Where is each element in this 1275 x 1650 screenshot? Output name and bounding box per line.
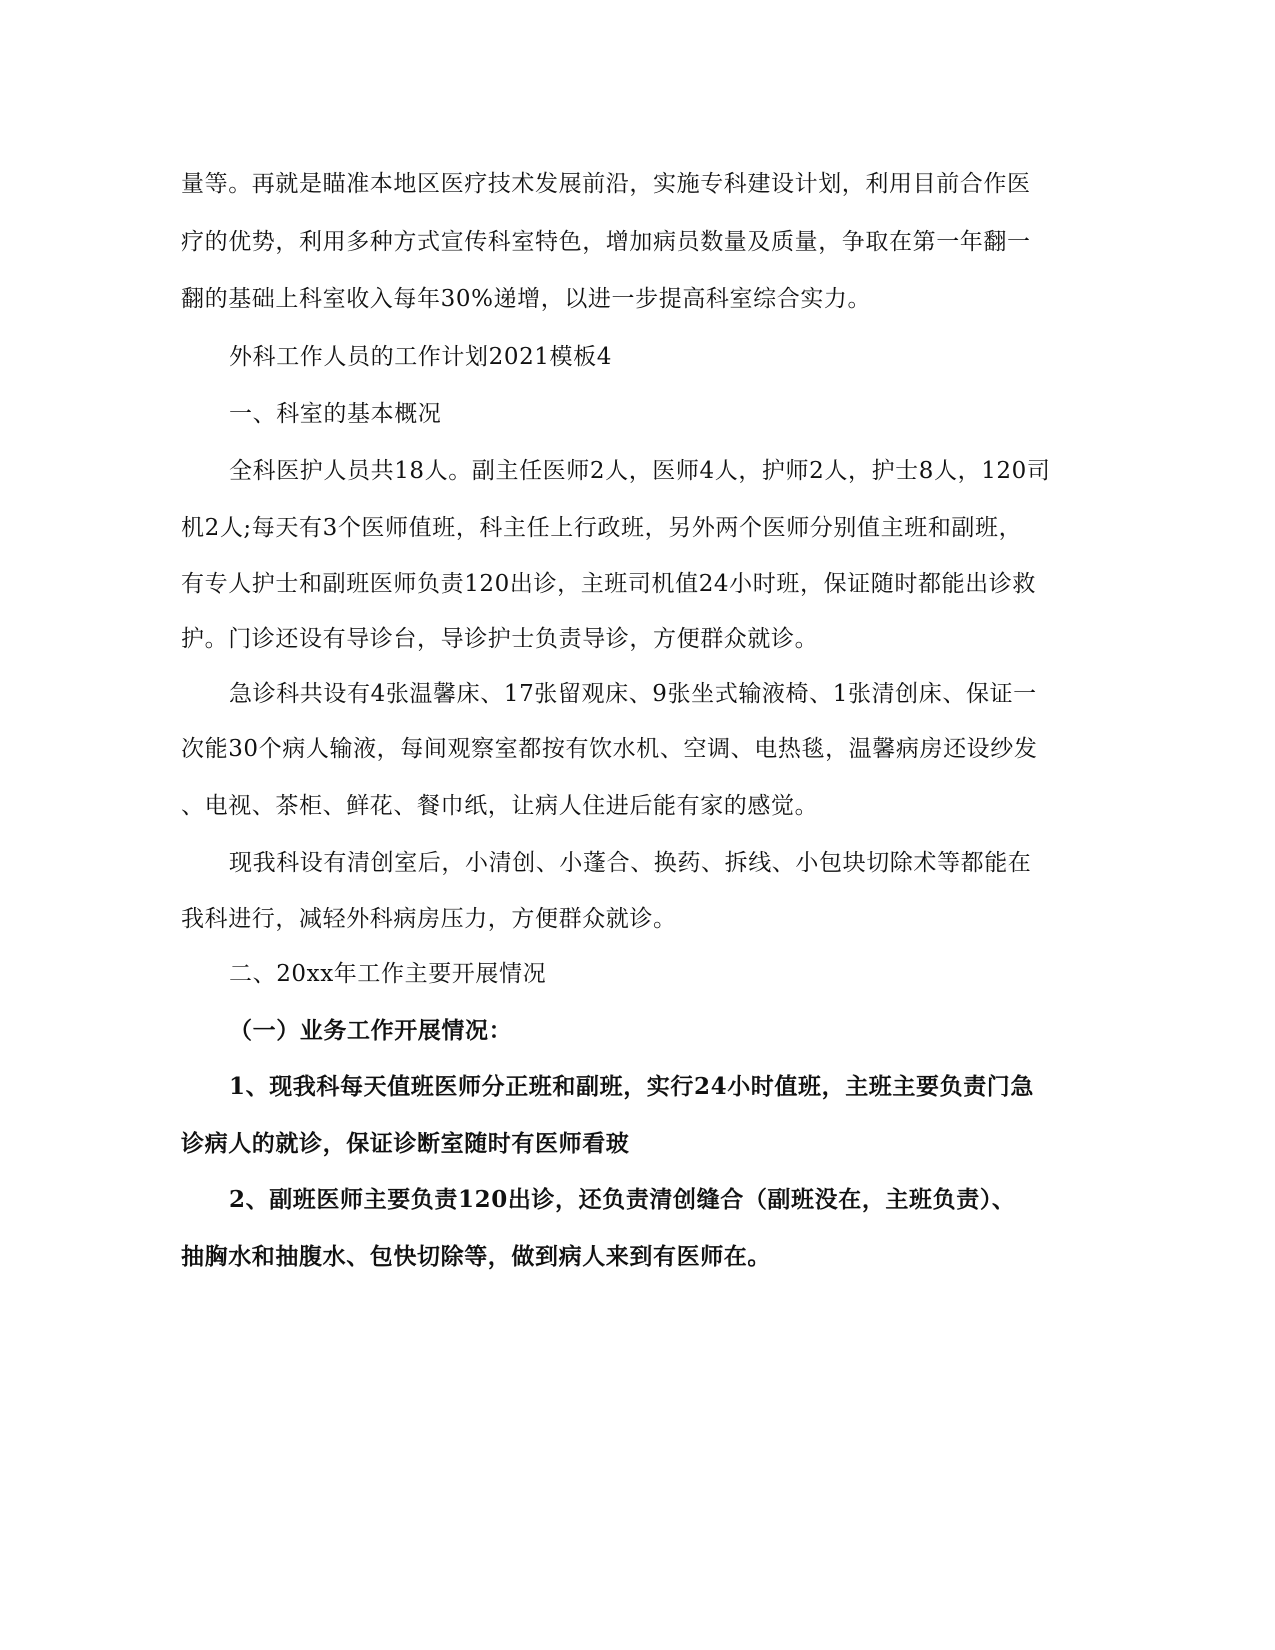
paragraph-line: 、电视、茶柜、鲜花、餐巾纸，让病人住进后能有家的感觉。 (181, 793, 819, 819)
paragraph-line: 翻的基础上科室收入每年30%递增，以进一步提高科室综合实力。 (181, 286, 872, 312)
paragraph-line: 疗的优势，利用多种方式宣传科室特色，增加病员数量及质量，争取在第一年翻一 (181, 229, 1031, 255)
paragraph-line: 全科医护人员共18人。副主任医师2人，医师4人，护师2人，护士8人，120司 (229, 458, 1051, 484)
paragraph-line: 机2人;每天有3个医师值班，科主任上行政班，另外两个医师分别值主班和副班， (181, 515, 1023, 541)
paragraph-line: 现我科设有清创室后，小清创、小蓬合、换药、拆线、小包块切除术等都能在 (229, 850, 1032, 876)
section-heading: 二、20xx年工作主要开展情况 (229, 961, 547, 987)
paragraph-line: 急诊科共设有4张温馨床、17张留观床、9张坐式输液椅、1张清创床、保证一 (229, 681, 1037, 707)
paragraph-line: 量等。再就是瞄准本地区医疗技术发展前沿，实施专科建设计划，利用目前合作医 (181, 171, 1031, 197)
section-heading: 一、科室的基本概况 (229, 401, 442, 427)
paragraph-line: 护。门诊还设有导诊台，导诊护士负责导诊，方便群众就诊。 (181, 626, 819, 652)
paragraph-line: 抽胸水和抽腹水、包快切除等，做到病人来到有医师在。 (181, 1243, 771, 1270)
subsection-heading: （一）业务工作开展情况： (229, 1017, 513, 1044)
paragraph-line: 次能30个病人输液，每间观察室都按有饮水机、空调、电热毯，温馨病房还设纱发 (181, 736, 1038, 762)
paragraph-line: 1、现我科每天值班医师分正班和副班，实行24小时值班，主班主要负责门急 (229, 1073, 1035, 1100)
paragraph-line: 有专人护士和副班医师负责120出诊，主班司机值24小时班，保证随时都能出诊救 (181, 571, 1036, 597)
paragraph-line: 2、副班医师主要负责120出诊，还负责清创缝合（副班没在，主班负责）、 (229, 1186, 1016, 1213)
paragraph-line: 诊病人的就诊，保证诊断室随时有医师看玻 (181, 1130, 630, 1157)
paragraph-line: 我科进行，减轻外科病房压力，方便群众就诊。 (181, 906, 677, 932)
section-title: 外科工作人员的工作计划2021模板4 (229, 344, 612, 370)
